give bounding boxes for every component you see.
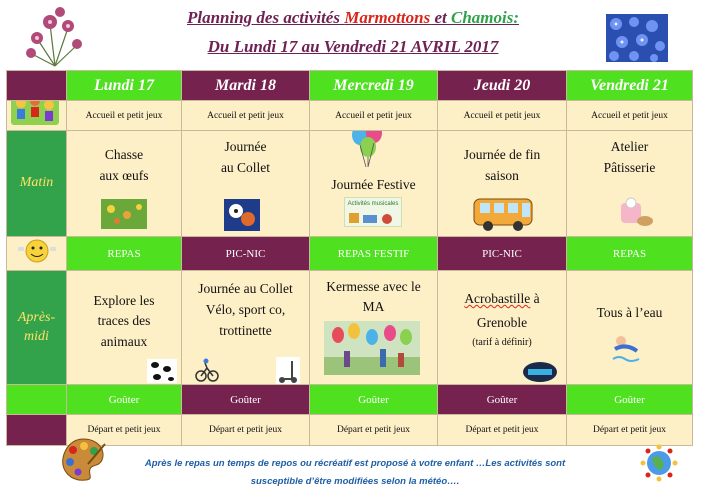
animal-tracks-icon xyxy=(147,359,177,383)
depart-monday: Départ et petit jeux xyxy=(67,415,182,446)
bike-icon xyxy=(194,357,220,383)
kids-illustration-cell xyxy=(7,101,67,131)
morning-thursday-line1: Journée de fin xyxy=(463,147,541,162)
morning-monday xyxy=(67,131,182,237)
music-activities-sign xyxy=(344,197,402,227)
gouter-row xyxy=(7,385,693,415)
afternoon-tuesday-line2: Vélo, sport co, xyxy=(205,301,286,317)
afternoon-monday-line2: traces des xyxy=(97,313,151,329)
depart-row xyxy=(7,415,693,446)
morning-friday-line2: Pâtisserie xyxy=(603,159,656,175)
afternoon-row xyxy=(7,271,693,385)
accueil-tuesday: Accueil et petit jeux xyxy=(182,101,310,131)
accueil-monday: Accueil et petit jeux xyxy=(67,101,182,131)
morning-wednesday-line1: Journée Festive xyxy=(331,177,416,192)
afternoon-friday-line1: Tous à l’eau xyxy=(596,305,663,320)
afternoon-thursday-a: à xyxy=(530,291,540,306)
title-marmottons: Marmottons xyxy=(344,8,431,27)
paint-palette-icon xyxy=(58,434,108,484)
morning-monday-line2: aux œufs xyxy=(99,167,149,183)
gouter-tuesday: Goûter xyxy=(182,385,310,415)
morning-friday xyxy=(567,131,693,237)
meal-wednesday: REPAS FESTIF xyxy=(310,237,438,271)
corner-cell xyxy=(7,71,67,101)
gouter-monday: Goûter xyxy=(67,385,182,415)
morning-friday-line1: Atelier xyxy=(610,139,649,154)
morning-monday-line1: Chasse xyxy=(104,147,144,162)
flowers-illustration xyxy=(20,4,90,68)
meal-friday: REPAS xyxy=(567,237,693,271)
date-range: Du Lundi 17 au Vendredi 21 AVRIL 2017 xyxy=(207,37,499,56)
footnote-line2: susceptible d’être modifiées selon la météo…. xyxy=(250,476,460,488)
afternoon-monday xyxy=(67,271,182,385)
gouter-friday: Goûter xyxy=(567,385,693,415)
afternoon-thursday-price: (tarif à définir) xyxy=(472,337,532,349)
afternoon-label-line2: midi xyxy=(24,328,49,344)
afternoon-thursday xyxy=(438,271,567,385)
balloons-icon xyxy=(348,131,388,168)
meal-row xyxy=(7,237,693,271)
morning-tuesday xyxy=(182,131,310,237)
morning-row xyxy=(7,131,693,237)
morning-tuesday-line1: Journée xyxy=(224,139,267,154)
afternoon-wednesday-line1: Kermesse avec le xyxy=(326,279,421,294)
kids-playing-icon xyxy=(9,101,61,128)
sports-balls-icon xyxy=(224,199,260,231)
morning-thursday-line2: saison xyxy=(485,167,519,183)
footnote xyxy=(110,455,600,491)
day-header-monday: Lundi 17 xyxy=(67,71,182,101)
footnote-line1: Après le repas un temps de repos ou récréatif est proposé à votre enfant …Les activités sont xyxy=(144,458,566,469)
easter-grass-photo xyxy=(101,199,147,229)
pastry-icon xyxy=(611,197,655,229)
title-and: et xyxy=(430,8,451,27)
page-title xyxy=(0,8,706,28)
meal-tuesday: PIC-NIC xyxy=(182,237,310,271)
gouter-wednesday: Goûter xyxy=(310,385,438,415)
depart-tuesday: Départ et petit jeux xyxy=(182,415,310,446)
acrobastille-text: Acrobastille xyxy=(464,291,531,306)
globe-children-icon xyxy=(640,444,678,482)
activity-planning-table xyxy=(6,70,693,446)
kermesse-photo xyxy=(324,321,420,375)
meal-monday: REPAS xyxy=(67,237,182,271)
title-chamois: Chamois: xyxy=(450,8,520,27)
smiley-icon xyxy=(16,237,58,265)
afternoon-monday-line1: Explore les xyxy=(93,293,155,308)
afternoon-tuesday-line3: trottinette xyxy=(219,322,272,338)
blue-flowers-photo xyxy=(606,14,668,62)
depart-wednesday: Départ et petit jeux xyxy=(310,415,438,446)
music-activities-text: Activités musicales xyxy=(347,201,399,207)
day-header-thursday: Jeudi 20 xyxy=(438,71,567,101)
accueil-row xyxy=(7,101,693,131)
morning-thursday xyxy=(438,131,567,237)
afternoon-tuesday-line1: Journée au Collet xyxy=(198,281,293,296)
afternoon-thursday-line2: Grenoble xyxy=(476,314,528,330)
scooter-icon xyxy=(276,357,300,385)
afternoon-wednesday xyxy=(310,271,438,385)
gouter-side-cell xyxy=(7,385,67,415)
bus-icon xyxy=(472,195,536,233)
afternoon-tuesday xyxy=(182,271,310,385)
instruments-icon xyxy=(345,209,401,227)
gouter-thursday: Goûter xyxy=(438,385,567,415)
morning-label: Matin xyxy=(7,131,67,237)
day-header-row xyxy=(7,71,693,101)
afternoon-label-line1: Après- xyxy=(17,310,56,326)
meal-thursday: PIC-NIC xyxy=(438,237,567,271)
morning-tuesday-line2: au Collet xyxy=(220,159,271,175)
depart-thursday: Départ et petit jeux xyxy=(438,415,567,446)
day-header-tuesday: Mardi 18 xyxy=(182,71,310,101)
afternoon-label xyxy=(7,271,67,385)
afternoon-friday xyxy=(567,271,693,385)
smiley-cell xyxy=(7,237,67,271)
afternoon-wednesday-line2: MA xyxy=(362,298,385,314)
accueil-wednesday: Accueil et petit jeux xyxy=(310,101,438,131)
title-prefix: Planning des activités xyxy=(186,8,345,27)
afternoon-thursday-line1 xyxy=(438,287,566,311)
swimmer-icon xyxy=(611,333,641,363)
day-header-wednesday: Mercredi 19 xyxy=(310,71,438,101)
day-header-friday: Vendredi 21 xyxy=(567,71,693,101)
acrobastille-logo xyxy=(522,361,558,383)
accueil-thursday: Accueil et petit jeux xyxy=(438,101,567,131)
morning-wednesday xyxy=(310,131,438,237)
accueil-friday: Accueil et petit jeux xyxy=(567,101,693,131)
afternoon-monday-line3: animaux xyxy=(100,333,148,349)
depart-friday: Départ et petit jeux xyxy=(567,415,693,446)
